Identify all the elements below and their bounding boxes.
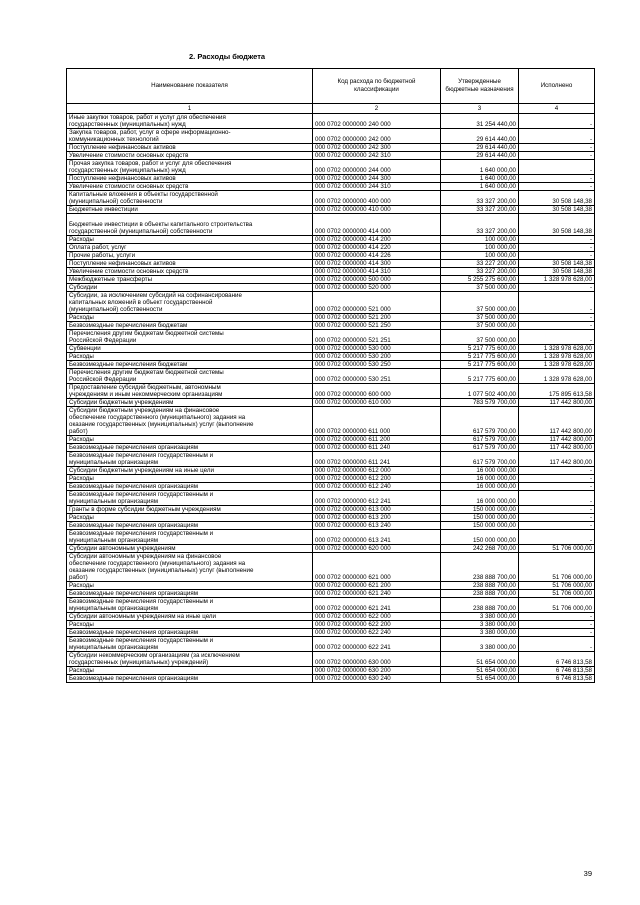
table-row: [67, 144, 595, 152]
row-indicator-name: Субсидии бюджетным учреждениям: [67, 399, 313, 407]
row-executed-amount: 117 442 800,00: [519, 436, 595, 444]
row-executed-amount: 51 706 000,00: [519, 590, 595, 598]
table-row: [67, 276, 595, 284]
row-approved-amount: 5 255 275 600,00: [441, 276, 519, 284]
row-executed-amount: 6 746 813,58: [519, 675, 595, 683]
row-approved-amount: 16 000 000,00: [441, 475, 519, 483]
row-expense-code: 000 0702 0000000 400 000: [313, 191, 441, 206]
header-indicator-name: Наименование показателя: [67, 69, 313, 104]
row-expense-code: 000 0702 0000000 613 000: [313, 506, 441, 514]
table-row: [67, 467, 595, 475]
table-row: [67, 637, 595, 652]
row-executed-amount: -: [519, 514, 595, 522]
table-row: [67, 369, 595, 384]
row-approved-amount: 1 640 000,00: [441, 175, 519, 183]
row-approved-amount: 51 654 000,00: [441, 652, 519, 667]
table-row: [67, 353, 595, 361]
row-executed-amount: -: [519, 475, 595, 483]
row-expense-code: 000 0702 0000000 414 300: [313, 260, 441, 268]
row-executed-amount: 1 328 978 628,00: [519, 369, 595, 384]
table-row: [67, 214, 595, 236]
row-expense-code: 000 0702 0000000 612 240: [313, 483, 441, 491]
row-indicator-name: Гранты в форме субсидии бюджетным учреждениям: [67, 506, 313, 514]
table-row: [67, 475, 595, 483]
row-executed-amount: -: [519, 144, 595, 152]
row-indicator-name: Безвозмездные перечисления организациям: [67, 590, 313, 598]
row-approved-amount: 33 327 200,00: [441, 214, 519, 236]
row-indicator-name: Перечисления другим бюджетам бюджетной системы Российской Федерации: [67, 369, 313, 384]
row-indicator-name: Увеличение стоимости основных средств: [67, 183, 313, 191]
table-row: [67, 444, 595, 452]
row-executed-amount: 30 508 148,38: [519, 214, 595, 236]
row-approved-amount: 242 268 700,00: [441, 545, 519, 553]
table-row: [67, 629, 595, 637]
row-approved-amount: 16 000 000,00: [441, 491, 519, 506]
row-indicator-name: Расходы: [67, 621, 313, 629]
row-indicator-name: Безвозмездные перечисления государственным и муниципальным организациям: [67, 530, 313, 545]
row-expense-code: 000 0702 0000000 521 250: [313, 322, 441, 330]
row-executed-amount: -: [519, 530, 595, 545]
row-executed-amount: -: [519, 114, 595, 129]
row-expense-code: 000 0702 0000000 630 240: [313, 675, 441, 683]
row-expense-code: 000 0702 0000000 414 226: [313, 252, 441, 260]
row-approved-amount: 238 888 700,00: [441, 598, 519, 613]
table-row: [67, 407, 595, 436]
row-indicator-name: Субсидии бюджетным учреждениям на иные цели: [67, 467, 313, 475]
row-approved-amount: 1 640 000,00: [441, 160, 519, 175]
row-executed-amount: 1 328 978 628,00: [519, 353, 595, 361]
row-executed-amount: 30 508 148,38: [519, 206, 595, 214]
row-approved-amount: 617 579 700,00: [441, 452, 519, 467]
table-row: [67, 514, 595, 522]
table-row: [67, 114, 595, 129]
row-executed-amount: -: [519, 292, 595, 314]
row-expense-code: 000 0702 0000000 630 200: [313, 667, 441, 675]
table-row: [67, 260, 595, 268]
header-approved-appropriations: Утвержденные бюджетные назначения: [441, 69, 519, 104]
row-executed-amount: 6 746 813,58: [519, 652, 595, 667]
row-expense-code: 000 0702 0000000 521 251: [313, 330, 441, 345]
row-executed-amount: -: [519, 175, 595, 183]
column-numbers-row: [67, 104, 595, 114]
row-approved-amount: 3 380 000,00: [441, 613, 519, 621]
table-row: [67, 590, 595, 598]
row-executed-amount: -: [519, 314, 595, 322]
row-indicator-name: Увеличение стоимости основных средств: [67, 268, 313, 276]
table-row: [67, 621, 595, 629]
row-expense-code: 000 0702 0000000 620 000: [313, 545, 441, 553]
column-number: 3: [441, 104, 519, 114]
table-body: [67, 114, 595, 683]
row-expense-code: 000 0702 0000000 242 000: [313, 129, 441, 144]
row-indicator-name: Расходы: [67, 475, 313, 483]
row-approved-amount: 150 000 000,00: [441, 522, 519, 530]
table-row: [67, 483, 595, 491]
table-row: [67, 345, 595, 353]
row-indicator-name: Безвозмездные перечисления организациям: [67, 483, 313, 491]
row-approved-amount: 29 614 440,00: [441, 144, 519, 152]
row-executed-amount: 51 706 000,00: [519, 553, 595, 582]
row-indicator-name: Субсидии, за исключением субсидий на софинансирование капитальных вложений в объект государственной (муниципальной) собственности: [67, 292, 313, 314]
row-executed-amount: 30 508 148,38: [519, 268, 595, 276]
table-row: [67, 491, 595, 506]
row-expense-code: 000 0702 0000000 611 000: [313, 407, 441, 436]
table-row: [67, 284, 595, 292]
row-indicator-name: Субсидии автономным учреждениям на финансовое обеспечение государственного (муниципального) задания на оказание государственных (муниципальных) услуг (выполнение работ): [67, 553, 313, 582]
row-expense-code: 000 0702 0000000 500 000: [313, 276, 441, 284]
row-expense-code: 000 0702 0000000 530 251: [313, 369, 441, 384]
row-expense-code: 000 0702 0000000 521 200: [313, 314, 441, 322]
row-indicator-name: Поступление нефинансовых активов: [67, 175, 313, 183]
row-indicator-name: Безвозмездные перечисления организациям: [67, 522, 313, 530]
row-approved-amount: 51 654 000,00: [441, 675, 519, 683]
row-expense-code: 000 0702 0000000 242 310: [313, 152, 441, 160]
table-row: [67, 522, 595, 530]
row-expense-code: 000 0702 0000000 610 000: [313, 399, 441, 407]
row-executed-amount: 30 508 148,38: [519, 260, 595, 268]
row-indicator-name: Прочая закупка товаров, работ и услуг для обеспечения государственных (муниципальных) нужд: [67, 160, 313, 175]
row-approved-amount: 5 217 775 600,00: [441, 361, 519, 369]
table-row: [67, 322, 595, 330]
row-executed-amount: -: [519, 322, 595, 330]
row-approved-amount: 37 500 000,00: [441, 292, 519, 314]
row-indicator-name: Безвозмездные перечисления бюджетам: [67, 361, 313, 369]
row-expense-code: 000 0702 0000000 521 000: [313, 292, 441, 314]
row-executed-amount: -: [519, 236, 595, 244]
row-executed-amount: -: [519, 483, 595, 491]
row-executed-amount: 1 328 978 628,00: [519, 345, 595, 353]
row-expense-code: 000 0702 0000000 612 000: [313, 467, 441, 475]
row-approved-amount: 51 654 000,00: [441, 667, 519, 675]
row-approved-amount: 16 000 000,00: [441, 483, 519, 491]
row-executed-amount: 117 442 800,00: [519, 399, 595, 407]
row-approved-amount: 150 000 000,00: [441, 530, 519, 545]
table-row: [67, 675, 595, 683]
row-expense-code: 000 0702 0000000 414 310: [313, 268, 441, 276]
row-executed-amount: -: [519, 330, 595, 345]
row-indicator-name: Капитальные вложения в объекты государственной (муниципальной) собственности: [67, 191, 313, 206]
row-expense-code: 000 0702 0000000 622 240: [313, 629, 441, 637]
row-indicator-name: Расходы: [67, 667, 313, 675]
row-indicator-name: Безвозмездные перечисления государственным и муниципальным организациям: [67, 598, 313, 613]
row-expense-code: 000 0702 0000000 600 000: [313, 384, 441, 399]
table-row: [67, 244, 595, 252]
row-indicator-name: Безвозмездные перечисления организациям: [67, 444, 313, 452]
row-approved-amount: 5 217 775 600,00: [441, 369, 519, 384]
row-approved-amount: 37 500 000,00: [441, 330, 519, 345]
row-indicator-name: Безвозмездные перечисления бюджетам: [67, 322, 313, 330]
row-approved-amount: 3 380 000,00: [441, 621, 519, 629]
row-approved-amount: 37 500 000,00: [441, 322, 519, 330]
row-expense-code: 000 0702 0000000 244 300: [313, 175, 441, 183]
row-expense-code: 000 0702 0000000 621 240: [313, 590, 441, 598]
row-expense-code: 000 0702 0000000 530 200: [313, 353, 441, 361]
column-number: 1: [67, 104, 313, 114]
row-expense-code: 000 0702 0000000 613 200: [313, 514, 441, 522]
row-indicator-name: Увеличение стоимости основных средств: [67, 152, 313, 160]
row-approved-amount: 100 000,00: [441, 252, 519, 260]
row-indicator-name: Безвозмездные перечисления организациям: [67, 675, 313, 683]
row-indicator-name: Иные закупки товаров, работ и услуг для обеспечения государственных (муниципальных) нужд: [67, 114, 313, 129]
row-executed-amount: -: [519, 621, 595, 629]
row-executed-amount: 6 746 813,58: [519, 667, 595, 675]
row-approved-amount: 37 500 000,00: [441, 284, 519, 292]
row-indicator-name: Субсидии автономным учреждениям: [67, 545, 313, 553]
row-approved-amount: 1 077 502 400,00: [441, 384, 519, 399]
table-row: [67, 206, 595, 214]
row-approved-amount: 33 227 200,00: [441, 268, 519, 276]
column-number: 4: [519, 104, 595, 114]
header-expense-code: Код расхода по бюджетной классификации: [313, 69, 441, 104]
row-approved-amount: 31 254 440,00: [441, 114, 519, 129]
row-approved-amount: 3 380 000,00: [441, 637, 519, 652]
row-approved-amount: 3 380 000,00: [441, 629, 519, 637]
row-indicator-name: Оплата работ, услуг: [67, 244, 313, 252]
row-indicator-name: Бюджетные инвестиции: [67, 206, 313, 214]
row-approved-amount: 33 327 200,00: [441, 191, 519, 206]
row-expense-code: 000 0702 0000000 630 000: [313, 652, 441, 667]
row-executed-amount: -: [519, 506, 595, 514]
table-row: [67, 613, 595, 621]
row-expense-code: 000 0702 0000000 611 240: [313, 444, 441, 452]
column-number: 2: [313, 104, 441, 114]
table-row: [67, 129, 595, 144]
row-approved-amount: 150 000 000,00: [441, 506, 519, 514]
row-expense-code: 000 0702 0000000 244 000: [313, 160, 441, 175]
header-executed: Исполнено: [519, 69, 595, 104]
row-executed-amount: -: [519, 244, 595, 252]
row-approved-amount: 5 217 775 600,00: [441, 345, 519, 353]
row-indicator-name: Бюджетные инвестиции в объекты капитального строительства государственной (муниципальной) собственности: [67, 214, 313, 236]
row-executed-amount: 1 328 978 628,00: [519, 276, 595, 284]
row-executed-amount: 117 442 800,00: [519, 444, 595, 452]
row-expense-code: 000 0702 0000000 611 200: [313, 436, 441, 444]
table-row: [67, 545, 595, 553]
row-expense-code: 000 0702 0000000 622 000: [313, 613, 441, 621]
row-indicator-name: Субсидии автономным учреждениям на иные цели: [67, 613, 313, 621]
table-row: [67, 183, 595, 191]
table-row: [67, 292, 595, 314]
table-row: [67, 506, 595, 514]
row-executed-amount: -: [519, 183, 595, 191]
row-expense-code: 000 0702 0000000 242 300: [313, 144, 441, 152]
row-indicator-name: Субвенции: [67, 345, 313, 353]
row-indicator-name: Субсидии некоммерческим организациям (за исключением государственных (муниципальных) учреждений): [67, 652, 313, 667]
row-executed-amount: -: [519, 491, 595, 506]
row-expense-code: 000 0702 0000000 530 250: [313, 361, 441, 369]
row-approved-amount: 238 888 700,00: [441, 590, 519, 598]
row-executed-amount: 117 442 800,00: [519, 452, 595, 467]
row-approved-amount: 100 000,00: [441, 244, 519, 252]
row-indicator-name: Субсидии бюджетным учреждениям на финансовое обеспечение государственного (муниципального) задания на оказание государственных (муниципальных) услуг (выполнение работ): [67, 407, 313, 436]
table-row: [67, 582, 595, 590]
row-expense-code: 000 0702 0000000 240 000: [313, 114, 441, 129]
row-approved-amount: 617 579 700,00: [441, 444, 519, 452]
row-expense-code: 000 0702 0000000 613 241: [313, 530, 441, 545]
table-row: [67, 314, 595, 322]
row-expense-code: 000 0702 0000000 414 200: [313, 236, 441, 244]
row-approved-amount: 100 000,00: [441, 236, 519, 244]
row-approved-amount: 16 000 000,00: [441, 467, 519, 475]
row-executed-amount: -: [519, 160, 595, 175]
row-indicator-name: Расходы: [67, 582, 313, 590]
row-approved-amount: 617 579 700,00: [441, 436, 519, 444]
row-indicator-name: Расходы: [67, 436, 313, 444]
row-indicator-name: Расходы: [67, 236, 313, 244]
row-executed-amount: 51 706 000,00: [519, 582, 595, 590]
row-indicator-name: Поступление нефинансовых активов: [67, 260, 313, 268]
table-row: [67, 553, 595, 582]
table-row: [67, 152, 595, 160]
table-row: [67, 252, 595, 260]
row-expense-code: 000 0702 0000000 244 310: [313, 183, 441, 191]
table-row: [67, 667, 595, 675]
row-indicator-name: Безвозмездные перечисления государственным и муниципальным организациям: [67, 491, 313, 506]
row-indicator-name: Расходы: [67, 353, 313, 361]
page-number: 39: [583, 869, 592, 878]
row-executed-amount: 1 328 978 628,00: [519, 361, 595, 369]
row-executed-amount: -: [519, 152, 595, 160]
table-row: [67, 268, 595, 276]
row-approved-amount: 150 000 000,00: [441, 514, 519, 522]
row-indicator-name: Закупка товаров, работ, услуг в сфере информационно- коммуникационных технологий: [67, 129, 313, 144]
row-executed-amount: -: [519, 129, 595, 144]
row-approved-amount: 238 888 700,00: [441, 582, 519, 590]
row-expense-code: 000 0702 0000000 414 220: [313, 244, 441, 252]
table-row: [67, 436, 595, 444]
row-approved-amount: 783 579 700,00: [441, 399, 519, 407]
row-expense-code: 000 0702 0000000 622 241: [313, 637, 441, 652]
row-expense-code: 000 0702 0000000 520 000: [313, 284, 441, 292]
row-expense-code: 000 0702 0000000 611 241: [313, 452, 441, 467]
row-approved-amount: 29 614 440,00: [441, 129, 519, 144]
table-row: [67, 361, 595, 369]
row-indicator-name: Субсидии: [67, 284, 313, 292]
row-indicator-name: Расходы: [67, 314, 313, 322]
row-approved-amount: 1 640 000,00: [441, 183, 519, 191]
row-approved-amount: 5 217 775 600,00: [441, 353, 519, 361]
row-indicator-name: Поступление нефинансовых активов: [67, 144, 313, 152]
row-expense-code: 000 0702 0000000 621 200: [313, 582, 441, 590]
row-executed-amount: -: [519, 613, 595, 621]
header-row: [67, 69, 595, 104]
table-row: [67, 652, 595, 667]
table-row: [67, 236, 595, 244]
row-executed-amount: 51 706 000,00: [519, 545, 595, 553]
row-approved-amount: 33 227 200,00: [441, 260, 519, 268]
table-row: [67, 452, 595, 467]
row-indicator-name: Расходы: [67, 514, 313, 522]
row-executed-amount: -: [519, 629, 595, 637]
row-indicator-name: Межбюджетные трансферты: [67, 276, 313, 284]
row-indicator-name: Прочие работы, услуги: [67, 252, 313, 260]
row-executed-amount: -: [519, 284, 595, 292]
row-expense-code: 000 0702 0000000 613 240: [313, 522, 441, 530]
row-indicator-name: Безвозмездные перечисления государственным и муниципальным организациям: [67, 452, 313, 467]
row-executed-amount: -: [519, 252, 595, 260]
row-executed-amount: 175 895 613,58: [519, 384, 595, 399]
row-executed-amount: 117 442 800,00: [519, 407, 595, 436]
row-approved-amount: 33 327 200,00: [441, 206, 519, 214]
row-expense-code: 000 0702 0000000 530 000: [313, 345, 441, 353]
table-row: [67, 399, 595, 407]
table-row: [67, 384, 595, 399]
table-row: [67, 160, 595, 175]
row-approved-amount: 617 579 700,00: [441, 407, 519, 436]
row-approved-amount: 29 614 440,00: [441, 152, 519, 160]
row-executed-amount: -: [519, 637, 595, 652]
row-indicator-name: Безвозмездные перечисления государственным и муниципальным организациям: [67, 637, 313, 652]
row-expense-code: 000 0702 0000000 612 200: [313, 475, 441, 483]
row-executed-amount: -: [519, 467, 595, 475]
row-executed-amount: 30 508 148,38: [519, 191, 595, 206]
table-row: [67, 175, 595, 183]
row-executed-amount: 51 706 000,00: [519, 598, 595, 613]
row-expense-code: 000 0702 0000000 612 241: [313, 491, 441, 506]
table-row: [67, 191, 595, 206]
table-row: [67, 598, 595, 613]
table-row: [67, 530, 595, 545]
row-expense-code: 000 0702 0000000 410 000: [313, 206, 441, 214]
row-expense-code: 000 0702 0000000 621 241: [313, 598, 441, 613]
section-title: 2. Расходы бюджета: [189, 52, 266, 61]
row-indicator-name: Предоставление субсидий бюджетным, автономным учреждениям и иным некоммерческим организациям: [67, 384, 313, 399]
row-executed-amount: -: [519, 522, 595, 530]
row-approved-amount: 238 888 700,00: [441, 553, 519, 582]
table-row: [67, 330, 595, 345]
row-approved-amount: 37 500 000,00: [441, 314, 519, 322]
row-indicator-name: Безвозмездные перечисления организациям: [67, 629, 313, 637]
row-indicator-name: Перечисления другим бюджетам бюджетной системы Российской Федерации: [67, 330, 313, 345]
row-expense-code: 000 0702 0000000 622 200: [313, 621, 441, 629]
row-expense-code: 000 0702 0000000 414 000: [313, 214, 441, 236]
row-expense-code: 000 0702 0000000 621 000: [313, 553, 441, 582]
expenses-table: [66, 68, 595, 683]
